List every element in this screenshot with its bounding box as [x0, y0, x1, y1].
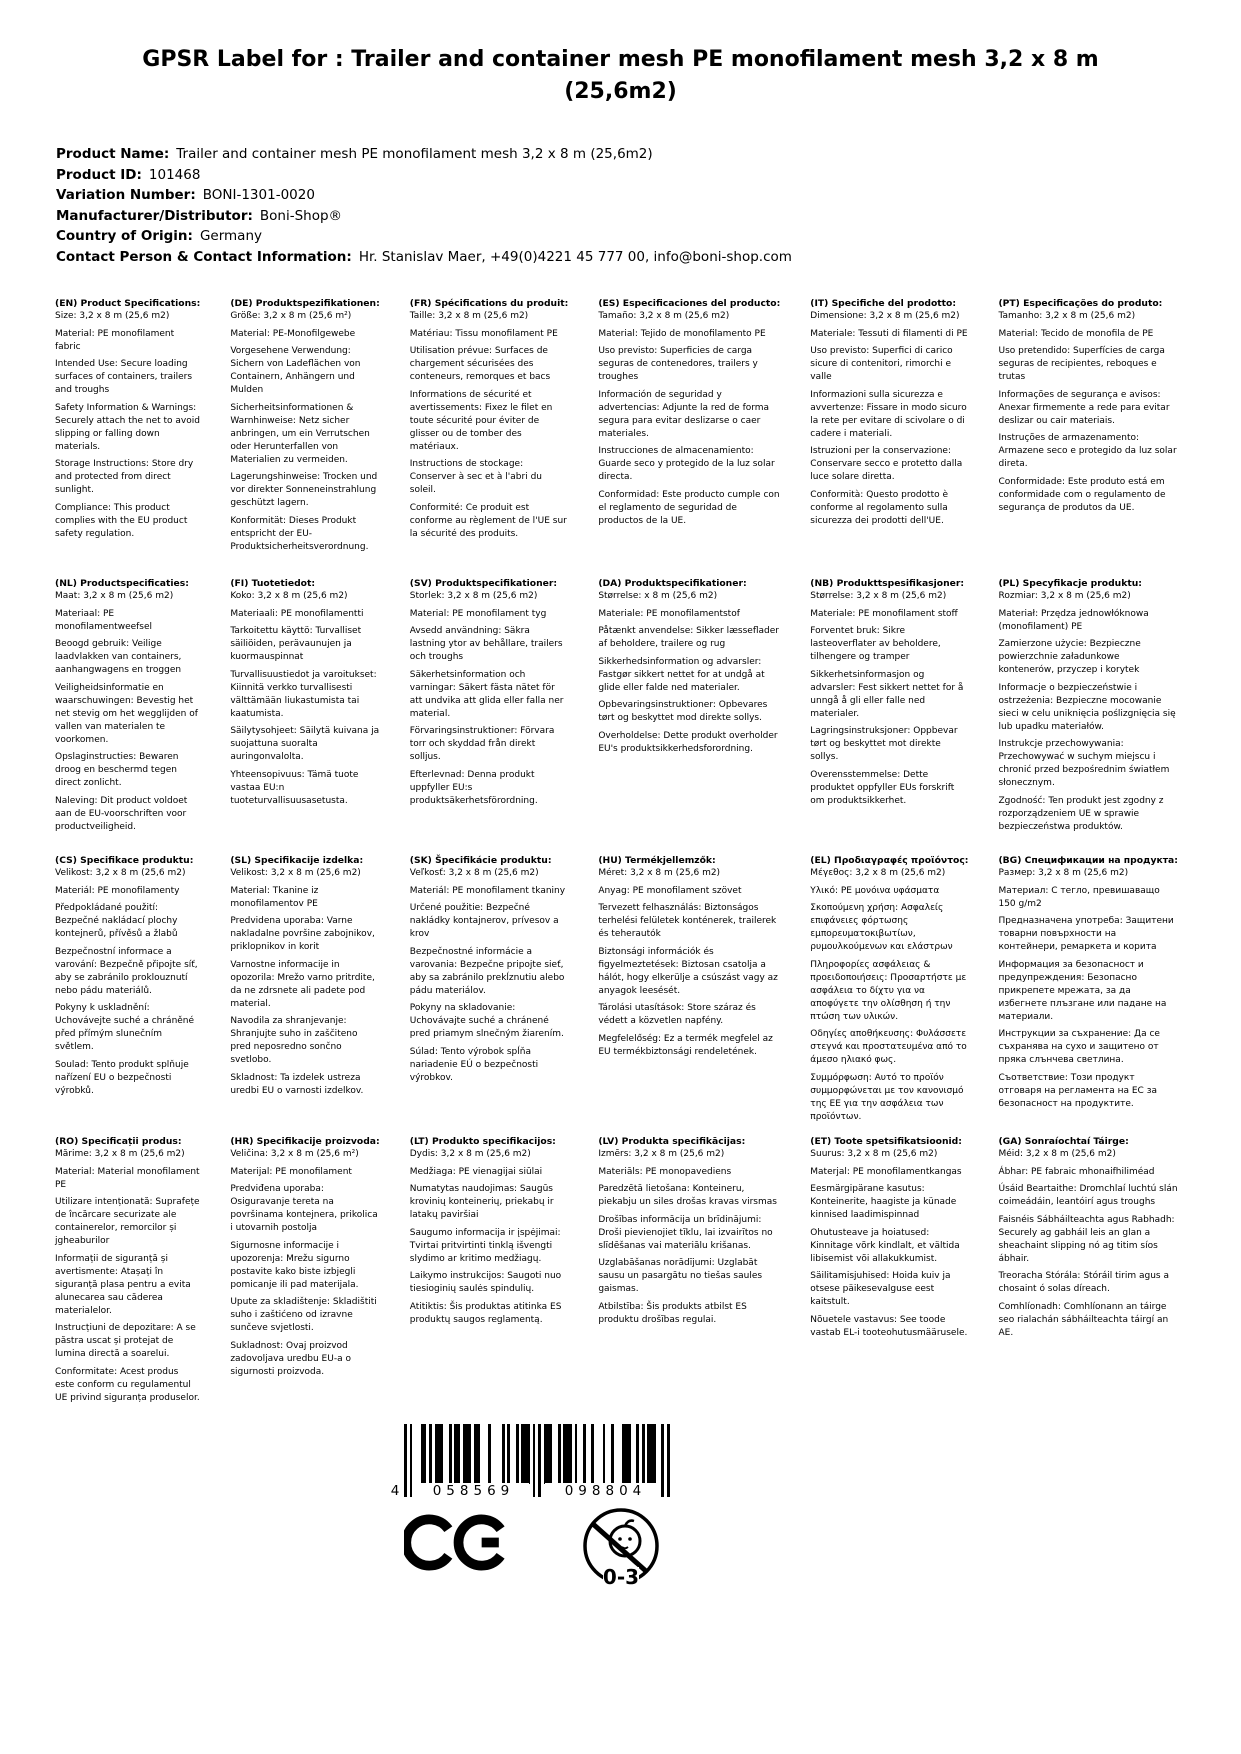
lang-paragraph: Pokyny k uskladnění: Uchovávejte suché a chráněné před přímým slunečním světlem. [55, 1003, 195, 1052]
lang-paragraph: Úsáid Beartaithe: Dromchlaí luchtú slán coimeádáin, leantóirí agus troughs [998, 1184, 1178, 1207]
lang-paragraph: Uso previsto: Superfici di carico sicure di contenitori, rimorchi e valle [810, 346, 953, 382]
age-warning-text: 0-3 [602, 1565, 640, 1589]
lang-paragraph: Lagringsinstruksjoner: Oppbevar tørt og beskyttet mot direkte sollys. [810, 726, 958, 762]
lang-paragraph: Размер: 3,2 x 8 m (25,6 m2) [998, 868, 1129, 878]
contact-label: Contact Person & Contact Information: [56, 248, 352, 265]
lang-paragraph: Určené použitie: Bezpečné nakládky kontajnerov, prívesov a krov [409, 903, 559, 939]
lang-paragraph: Größe: 3,2 x 8 m (25,6 m²) [230, 311, 352, 321]
lang-paragraph: Avsedd användning: Säkra lastning ytor av behållare, trailers och troughs [409, 626, 563, 662]
lang-paragraph: Konformität: Dieses Produkt entspricht der EU-Produktsicherheitsverordnung. [230, 515, 369, 552]
lang-block-hr [230, 1135, 407, 1409]
lang-paragraph: Vorgesehene Verwendung: Sichern von Ladeflächen von Containern, Anhängern und Mulden [230, 346, 361, 395]
age-warning-icon [580, 1506, 662, 1592]
lang-paragraph: Størrelse: 3,2 x 8 m (25,6 m2) [810, 591, 947, 601]
lang-paragraph: Istruzioni per la conservazione: Conservare secco e protetto dalla luce solare diretta. [810, 446, 963, 482]
lang-paragraph: Zgodność: Ten produkt jest zgodny z rozporządzeniem UE w sprawie bezpieczeństwa produktów. [998, 795, 1164, 832]
lang-paragraph: Megfelelőség: Ez a termék megfelel az EU termékbiztonsági rendeletének. [598, 1033, 773, 1057]
lang-block-lv [598, 1135, 808, 1409]
label-marks-section [390, 1424, 670, 1592]
lang-paragraph: Atbilstība: Šis produkts atbilst ES produktu drošības regulai. [598, 1301, 747, 1325]
lang-paragraph: Predvidena uporaba: Varne nakladalne površine zabojnikov, priklopnikov in korit [230, 916, 375, 952]
lang-paragraph: Tarkoitettu käyttö: Turvalliset säiliöiden, perävaunujen ja kuormauspinnat [230, 626, 362, 662]
lang-paragraph: Treoracha Stórála: Stóráil tirim agus a chosaint ó solas díreach. [998, 1271, 1170, 1294]
lang-paragraph: Conformidade: Este produto está em conformidade com o regulamento de segurança de produtos da UE. [998, 476, 1166, 513]
lang-block-ro [55, 1135, 228, 1409]
lang-paragraph: Sigurnosne informacije i upozorenja: Mrežu sigurno postavite kako biste izbjegli pomicanje ili pad materijala. [230, 1240, 359, 1290]
lang-paragraph: Efterlevnad: Denna produkt uppfyller EU:s produktsäkerhetsförordning. [409, 769, 538, 806]
lang-paragraph: Material: Tkanine iz monofilamentov PE [230, 885, 319, 909]
lang-paragraph: Comhlíonadh: Comhlíonann an táirge seo rialachán sábháilteachta táirgí an AE. [998, 1301, 1169, 1338]
lang-heading: (EL) Προδιαγραφές προϊόντος: [810, 855, 969, 866]
lang-paragraph: Skladnost: Ta izdelek ustreza uredbi EU o varnosti izdelkov. [230, 1072, 364, 1096]
lang-paragraph: Veličina: 3,2 x 8 m (25,6 m²) [230, 1149, 359, 1159]
lang-paragraph: Säkerhetsinformation och varningar: Säkert fästa nätet för att undvika att glida eller falla ner material. [409, 669, 564, 719]
lang-block-nl [55, 577, 228, 854]
lang-paragraph: Informazioni sulla sicurezza e avvertenze: Fissare in modo sicuro la rete per evitare di scivolare o di cadere i materiali. [810, 389, 967, 439]
lang-paragraph: Taille: 3,2 x 8 m (25,6 m2) [409, 311, 529, 321]
lang-paragraph: Navodila za shranjevanje: Shranjujte suho in zaščiteno pred neposredno sončno svetlobo. [230, 1016, 358, 1065]
lang-block-nb [810, 577, 996, 854]
lang-paragraph: Mărime: 3,2 x 8 m (25,6 m2) [55, 1149, 185, 1159]
lang-paragraph: Pokyny na skladovanie: Uchovávajte suché a chránené pred priamym slnečným žiarením. [409, 1003, 564, 1039]
lang-heading: (ES) Especificaciones del producto: [598, 298, 781, 309]
lang-paragraph: Material: Material monofilament PE [55, 1166, 200, 1190]
lang-paragraph: Informacje o bezpieczeństwie i ostrzeżenia: Bezpieczne mocowanie sieci w celu uniknięcia poślizgnięcia się lub upadku materiałów. [998, 682, 1176, 732]
lang-paragraph: Materiale: Tessuti di filamenti di PE [810, 328, 968, 339]
lang-paragraph: Materiál: PE monofilament tkaniny [409, 885, 566, 896]
ce-mark-icon [404, 1514, 516, 1571]
lang-paragraph: Materjal: PE monofilamentkangas [810, 1166, 962, 1177]
lang-paragraph: Instruções de armazenamento: Armazene seco e protegido da luz solar direta. [998, 433, 1177, 469]
lang-paragraph: Storlek: 3,2 x 8 m (25,6 m2) [409, 591, 538, 601]
lang-paragraph: Dimensione: 3,2 x 8 m (25,6 m2) [810, 311, 960, 321]
lang-paragraph: Suurus: 3,2 x 8 m (25,6 m2) [810, 1149, 938, 1159]
lang-paragraph: Conformitate: Acest produs este conform cu regulamentul UE privind siguranța produselor. [55, 1366, 200, 1403]
lang-paragraph: Yhteensopivuus: Tämä tuote vastaa EU:n tuoteturvallisuusasetusta. [230, 769, 359, 806]
lang-paragraph: Veľkosť: 3,2 x 8 m (25,6 m2) [409, 868, 539, 878]
lang-heading: (LV) Produkta specifikācijas: [598, 1136, 746, 1147]
lang-block-et [810, 1135, 996, 1409]
barcode-digits-group1: 058569 [413, 1483, 529, 1500]
lang-paragraph: Compliance: This product complies with the EU product safety regulation. [55, 502, 188, 539]
lang-heading: (BG) Спецификации на продукта: [998, 855, 1178, 866]
country-of-origin-value: Germany [199, 228, 262, 244]
lang-paragraph: Maat: 3,2 x 8 m (25,6 m2) [55, 591, 174, 601]
lang-block-es [598, 297, 808, 577]
lang-block-sk [410, 854, 597, 1135]
lang-heading: (PT) Especificações do produto: [998, 298, 1163, 309]
lang-block-sl [230, 854, 407, 1135]
product-info [56, 144, 1241, 267]
barcode-digits-group2: 098804 [545, 1483, 661, 1500]
lang-block-da [598, 577, 808, 854]
lang-paragraph: Instrukcje przechowywania: Przechowywać w suchym miejscu i chronić przed bezpośrednim światłem słonecznym. [998, 739, 1170, 788]
lang-paragraph: Medžiaga: PE vienagijai siūlai [409, 1166, 543, 1177]
lang-paragraph: Υλικό: PE μονόινα υφάσματα [810, 885, 940, 896]
lang-paragraph: Súlad: Tento výrobok spĺňa nariadenie EÚ o bezpečnosti výrobkov. [409, 1046, 539, 1083]
lang-paragraph: Forventet bruk: Sikre lasteoverflater av beholdere, tilhengere og tramper [810, 626, 941, 662]
manufacturer-label: Manufacturer/Distributor: [56, 207, 253, 224]
lang-paragraph: Información de seguridad y advertencias: Adjunte la red de forma segura para evitar deslizarse o caer materiales. [598, 389, 770, 439]
lang-paragraph: Storage Instructions: Store dry and protected from direct sunlight. [55, 459, 194, 495]
lang-paragraph: Materiale: PE monofilamentstof [598, 608, 740, 619]
lang-paragraph: Zamierzone użycie: Bezpieczne powierzchnie załadunkowe kontenerów, przyczep i korytek [998, 639, 1141, 675]
lang-paragraph: Anyag: PE monofilament szövet [598, 885, 742, 896]
lang-paragraph: Turvallisuustiedot ja varoitukset: Kiinnitä verkko turvallisesti välttämään liukastumista tai kaatumista. [230, 669, 377, 719]
lang-paragraph: Σκοπούμενη χρήση: Ασφαλείς επιφάνειες φόρτωσης εμπορευματοκιβωτίων, ρυμουλκούμενων και ελάστρων [810, 903, 953, 952]
lang-heading: (SL) Specifikacije izdelka: [230, 855, 364, 866]
lang-block-pl [998, 577, 1205, 854]
lang-heading: (ET) Toote spetsifikatsioonid: [810, 1136, 962, 1147]
lang-paragraph: Tamaño: 3,2 x 8 m (25,6 m2) [598, 311, 730, 321]
lang-paragraph: Eesmärgipärane kasutus: Konteinerite, haagiste ja künade kinnised laadimispinnad [810, 1184, 957, 1220]
lang-paragraph: Overholdelse: Dette produkt overholder EU's produktsikkerhedsforordning. [598, 730, 778, 754]
lang-paragraph: Rozmiar: 3,2 x 8 m (25,6 m2) [998, 591, 1131, 601]
lang-paragraph: Laikymo instrukcijos: Saugoti nuo tiesioginių saulės spindulių. [409, 1271, 562, 1294]
lang-paragraph: Méid: 3,2 x 8 m (25,6 m2) [998, 1149, 1116, 1159]
lang-paragraph: Méret: 3,2 x 8 m (25,6 m2) [598, 868, 721, 878]
lang-paragraph: Säilitamisjuhised: Hoida kuiv ja otsese päikesevalguse eest kaitstult. [810, 1271, 951, 1307]
lang-paragraph: Informações de segurança e avisos: Anexar firmemente a rede para evitar deslizar ou cair materiais. [998, 389, 1170, 426]
lang-paragraph: Drošības informācija un brīdinājumi: Droši pievienojiet tīklu, lai izvairītos no slīdēšanas vai materiālu krišanas. [598, 1214, 773, 1251]
lang-heading: (GA) Sonraíochtaí Táirge: [998, 1136, 1129, 1147]
lang-paragraph: Conformidad: Este producto cumple con el reglamento de seguridad de productos de la UE. [598, 489, 780, 526]
lang-paragraph: Материал: С тегло, превишаващо 150 g/m2 [998, 885, 1160, 909]
lang-paragraph: Förvaringsinstruktioner: Förvara torr och skyddad från direkt solljus. [409, 726, 555, 762]
lang-heading: (HR) Specifikacije proizvoda: [230, 1136, 380, 1147]
lang-paragraph: Sikkerhetsinformasjon og advarsler: Fest sikkert nettet for å unngå å gli eller falle ned materialer. [810, 669, 964, 719]
ean13-barcode [390, 1424, 670, 1502]
lang-paragraph: Størrelse: x 8 m (25,6 m2) [598, 591, 718, 601]
lang-paragraph: Bezpečnostní informace a varování: Bezpečně připojte síť, aby se zabránilo proklouznutí nebo pádu materiálů. [55, 946, 198, 996]
lang-paragraph: Instrucțiuni de depozitare: A se păstra uscat și protejat de lumina directă a soarelui. [55, 1323, 196, 1359]
lang-paragraph: Dydis: 3,2 x 8 m (25,6 m2) [409, 1149, 531, 1159]
lang-paragraph: Materiál: PE monofilamenty [55, 885, 180, 896]
lang-block-pt [998, 297, 1205, 577]
contact-value: Hr. Stanislav Maer, +49(0)4221 45 777 00, info@boni-shop.com [358, 248, 792, 265]
lang-block-el [810, 854, 996, 1135]
lang-paragraph: Numatytas naudojimas: Saugūs krovinių konteinerių, priekabų ir latakų paviršiai [409, 1184, 554, 1220]
country-of-origin-label: Country of Origin: [56, 228, 193, 244]
lang-paragraph: Sikkerhedsinformation og advarsler: Fastgør sikkert nettet for at undgå at glide eller falde ned materialer. [598, 656, 765, 693]
lang-heading: (SK) Špecifikácie produktu: [409, 855, 552, 866]
lang-paragraph: Utilisation prévue: Surfaces de chargement sécurisées des conteneurs, remorques et bacs [409, 346, 551, 382]
barcode-digit-left: 4 [390, 1483, 400, 1499]
variation-number-row [56, 185, 1241, 206]
lang-block-ga [998, 1135, 1205, 1409]
lang-paragraph: Material: PE monofilament fabric [55, 328, 175, 352]
product-id-label: Product ID: [56, 166, 142, 183]
lang-paragraph: Materijal: PE monofilament [230, 1166, 352, 1177]
lang-heading: (NB) Produkttspesifikasjoner: [810, 578, 965, 589]
lang-paragraph: Paredzētā lietošana: Konteineru, piekabju un siles drošas kravas virsmas [598, 1184, 777, 1207]
lang-paragraph: Koko: 3,2 x 8 m (25,6 m2) [230, 591, 348, 601]
product-id-row [56, 165, 1241, 186]
variation-number-value: BONI-1301-0020 [202, 187, 315, 203]
conformity-marks [404, 1506, 670, 1592]
lang-heading: (DE) Produktspezifikationen: [230, 298, 380, 309]
lang-paragraph: Predviđena uporaba: Osiguravanje tereta na površinama kontejnera, prikolica i utovarnih postolja [230, 1184, 378, 1233]
lang-paragraph: Saugumo informacija ir įspėjimai: Tvirtai pritvirtinti tinklą išvengti slydimo ar kritimo medžiagų. [409, 1227, 561, 1264]
lang-block-bg [998, 854, 1205, 1135]
lang-heading: (RO) Specificații produs: [55, 1136, 182, 1147]
lang-heading: (FI) Tuotetiedot: [230, 578, 316, 589]
lang-paragraph: Faisnéis Sábháilteachta agus Rabhadh: Securely ag gabháil leis an glan a sheachaint slipping nó ag titim síos ábhair. [998, 1214, 1175, 1264]
lang-heading: (CS) Specifikace produktu: [55, 855, 194, 866]
lang-paragraph: Bezpečnostné informácie a varovania: Bezpečne pripojte sieť, aby sa zabránilo prekĺznutiu alebo pádu materiálov. [409, 946, 565, 996]
lang-block-sv [410, 577, 597, 854]
lang-paragraph: Upute za skladištenje: Skladištiti suho i zaštićeno od izravne sunčeve svjetlosti. [230, 1297, 377, 1333]
lang-paragraph: Πληροφορίες ασφάλειας & προειδοποιήσεις: Προσαρτήστε με ασφάλεια το δίχτυ για να αποφύγετε την ολίσθηση ή την πτώση των υλικών. [810, 959, 967, 1022]
lang-block-cs [55, 854, 228, 1135]
lang-paragraph: Opslaginstructies: Bewaren droog en beschermd tegen direct zonlicht. [55, 752, 179, 788]
lang-paragraph: Informații de siguranță și avertismente: Atașați în siguranță plasa pentru a evita alunecarea sau căderea materialelor. [55, 1253, 191, 1316]
lang-paragraph: Izmērs: 3,2 x 8 m (25,6 m2) [598, 1149, 725, 1159]
lang-paragraph: Material: Tecido de monofila de PE [998, 328, 1154, 339]
lang-paragraph: Materiaali: PE monofilamentti [230, 608, 364, 619]
lang-paragraph: Material: PE-Monofilgewebe [230, 328, 356, 339]
lang-paragraph: Съответствие: Този продукт отговаря на регламента на ЕС за безопасност на продуктите. [998, 1072, 1158, 1109]
lang-heading: (FR) Spécifications du produit: [409, 298, 569, 309]
lang-paragraph: Materiāls: PE monopavediens [598, 1166, 732, 1177]
lang-paragraph: Materiale: PE monofilament stoff [810, 608, 958, 619]
lang-paragraph: Uso pretendido: Superfícies de carga seguras de recipientes, reboques e trutas [998, 346, 1165, 382]
lang-paragraph: Matériau: Tissu monofilament PE [409, 328, 558, 339]
lang-paragraph: Conformità: Questo prodotto è conforme al regolamento sulla sicurezza dei prodotti dell'UE. [810, 489, 949, 526]
lang-block-it [810, 297, 996, 577]
lang-paragraph: Συμμόρφωση: Αυτό το προϊόν συμμορφώνεται με τον κανονισμό της ΕΕ για την ασφάλεια των προϊόντων. [810, 1072, 964, 1122]
lang-paragraph: Velikost: 3,2 x 8 m (25,6 m2) [230, 868, 361, 878]
lang-paragraph: Intended Use: Secure loading surfaces of containers, trailers and troughs [55, 359, 193, 395]
lang-heading: (HU) Termékjellemzők: [598, 855, 716, 866]
lang-paragraph: Lagerungshinweise: Trocken und vor direkter Sonneneinstrahlung geschützt lagern. [230, 472, 378, 508]
lang-paragraph: Tervezett felhasználás: Biztonságos terhelési felületek konténerek, trailerek és teherautók [598, 903, 777, 939]
lang-paragraph: Biztonsági információk és figyelmeztetések: Biztosan csatolja a hálót, hogy elkerülje a csúszást vagy az anyagok leesését. [598, 946, 778, 996]
lang-paragraph: Veiligheidsinformatie en waarschuwingen: Bevestig het net stevig om het wegglijden of vallen van materialen te voorkomen. [55, 682, 198, 745]
lang-paragraph: Conformité: Ce produit est conforme au règlement de l'UE sur la sécurité des produits. [409, 502, 567, 539]
lang-paragraph: Instructions de stockage: Conserver à sec et à l'abri du soleil. [409, 459, 542, 495]
lang-paragraph: Sicherheitsinformationen & Warnhinweise: Netz sicher anbringen, um ein Verrutschen oder Herunterfallen von Materialien zu vermeiden. [230, 402, 370, 465]
lang-block-de [230, 297, 407, 577]
language-grid [55, 297, 1185, 1409]
lang-paragraph: Naleving: Dit product voldoet aan de EU-voorschriften voor productveiligheid. [55, 795, 188, 832]
lang-paragraph: Velikost: 3,2 x 8 m (25,6 m2) [55, 868, 186, 878]
contact-row [56, 247, 1241, 268]
lang-block-fi [230, 577, 407, 854]
lang-paragraph: Tamanho: 3,2 x 8 m (25,6 m2) [998, 311, 1136, 321]
lang-paragraph: Opbevaringsinstruktioner: Opbevares tørt og beskyttet mod direkte sollys. [598, 700, 768, 723]
lang-paragraph: Инструкции за съхранение: Да се съхранява на сухо и защитено от пряка слънчева светлина. [998, 1029, 1160, 1065]
lang-block-lt [410, 1135, 597, 1409]
lang-heading: (DA) Produktspecifikationer: [598, 578, 747, 589]
lang-heading: (EN) Product Specifications: [55, 298, 201, 309]
manufacturer-value: Boni-Shop® [259, 207, 343, 224]
lang-paragraph: Ohutusteave ja hoiatused: Kinnitage võrk kindlalt, et vältida libisemist või allakukkumist. [810, 1227, 960, 1264]
lang-paragraph: Instrucciones de almacenamiento: Guarde seco y protegido de la luz solar directa. [598, 446, 775, 482]
lang-paragraph: Μέγεθος: 3,2 x 8 m (25,6 m2) [810, 868, 946, 878]
lang-paragraph: Material: PE monofilament tyg [409, 608, 547, 619]
lang-paragraph: Uzglabāšanas norādījumi: Uzglabāt sausu un pasargātu no tiešas saules gaismas. [598, 1258, 763, 1294]
lang-heading: (IT) Specifiche del prodotto: [810, 298, 957, 309]
variation-number-label: Variation Number: [56, 187, 196, 203]
lang-paragraph: Materiaal: PE monofilamentweefsel [55, 608, 153, 632]
country-of-origin-row [56, 226, 1241, 247]
lang-paragraph: Nõuetele vastavus: See toode vastab EL-i tooteohutusmäärusele. [810, 1314, 968, 1338]
lang-paragraph: Utilizare intenționată: Suprafețe de încărcare securizate ale containerelor, remorcilor și jgheaburilor [55, 1197, 200, 1246]
lang-paragraph: Safety Information & Warnings: Securely attach the net to avoid slipping or falling down materials. [55, 402, 200, 452]
product-name-label: Product Name: [56, 146, 170, 162]
product-name-value: Trailer and container mesh PE monofilament mesh 3,2 x 8 m (25,6m2) [176, 146, 653, 162]
lang-paragraph: Säilytysohjeet: Säilytä kuivana ja suojattuna suoralta auringonvalolta. [230, 726, 380, 762]
manufacturer-row [56, 206, 1241, 227]
lang-block-hu [598, 854, 808, 1135]
lang-paragraph: Varnostne informacije in opozorila: Mrežo varno pritrdite, da ne zdrsnete ali padete pod material. [230, 959, 375, 1009]
lang-paragraph: Ábhar: PE fabraic mhonaifhiliméad [998, 1166, 1155, 1177]
lang-paragraph: Tárolási utasítások: Store száraz és védett a közvetlen napfény. [598, 1003, 756, 1026]
lang-heading: (NL) Productspecificaties: [55, 578, 189, 589]
lang-paragraph: Предназначена употреба: Защитени товарни повърхности на контейнери, ремаркета и корита [998, 916, 1174, 952]
lang-paragraph: Soulad: Tento produkt splňuje nařízení EU o bezpečnosti výrobků. [55, 1059, 189, 1096]
lang-paragraph: Uso previsto: Superficies de carga seguras de contenedores, trailers y troughes [598, 346, 758, 382]
product-name-row [56, 144, 1241, 165]
lang-heading: (SV) Produktspecifikationer: [409, 578, 558, 589]
lang-paragraph: Informations de sécurité et avertissements: Fixez le filet en toute sécurité pour éviter de glisser ou de tomber des matériaux. [409, 389, 553, 452]
lang-block-fr [410, 297, 597, 577]
lang-heading: (LT) Produkto specifikacijos: [409, 1136, 556, 1147]
lang-paragraph: Οδηγίες αποθήκευσης: Φυλάσσετε στεγνά και προστατευμένα από το άμεσο ηλιακό φως. [810, 1029, 967, 1065]
lang-paragraph: Sukladnost: Ovaj proizvod zadovoljava uredbu EU-a o sigurnosti proizvoda. [230, 1340, 351, 1377]
page-title: GPSR Label for : Trailer and container mesh PE monofilament mesh 3,2 x 8 m (25,6m2) [142, 47, 1099, 104]
lang-paragraph: Material: Tejido de monofilamento PE [598, 328, 766, 339]
lang-paragraph: Materiał: Przędza jednowłóknowa (monofilament) PE [998, 608, 1149, 632]
lang-paragraph: Информация за безопасност и предупреждения: Безопасно прикрепете мрежата, за да избегнете плъзгане или падане на материали. [998, 959, 1167, 1022]
lang-block-en [55, 297, 228, 577]
lang-paragraph: Overensstemmelse: Dette produktet oppfyller EUs forskrift om produktsikkerhet. [810, 769, 955, 806]
lang-paragraph: Size: 3,2 x 8 m (25,6 m2) [55, 311, 170, 321]
lang-heading: (PL) Specyfikacje produktu: [998, 578, 1142, 589]
lang-paragraph: Påtænkt anvendelse: Sikker læsseflader af beholdere, trailere og rug [598, 626, 779, 649]
lang-paragraph: Beoogd gebruik: Veilige laadvlakken van containers, aanhangwagens en troggen [55, 639, 182, 675]
lang-paragraph: Předpokládané použití: Bezpečné nakládací plochy kontejnerů, přívěsů a žlabů [55, 903, 178, 939]
product-id-value: 101468 [148, 166, 201, 183]
lang-paragraph: Atitiktis: Šis produktas atitinka ES produktų saugos reglamentą. [409, 1301, 562, 1325]
